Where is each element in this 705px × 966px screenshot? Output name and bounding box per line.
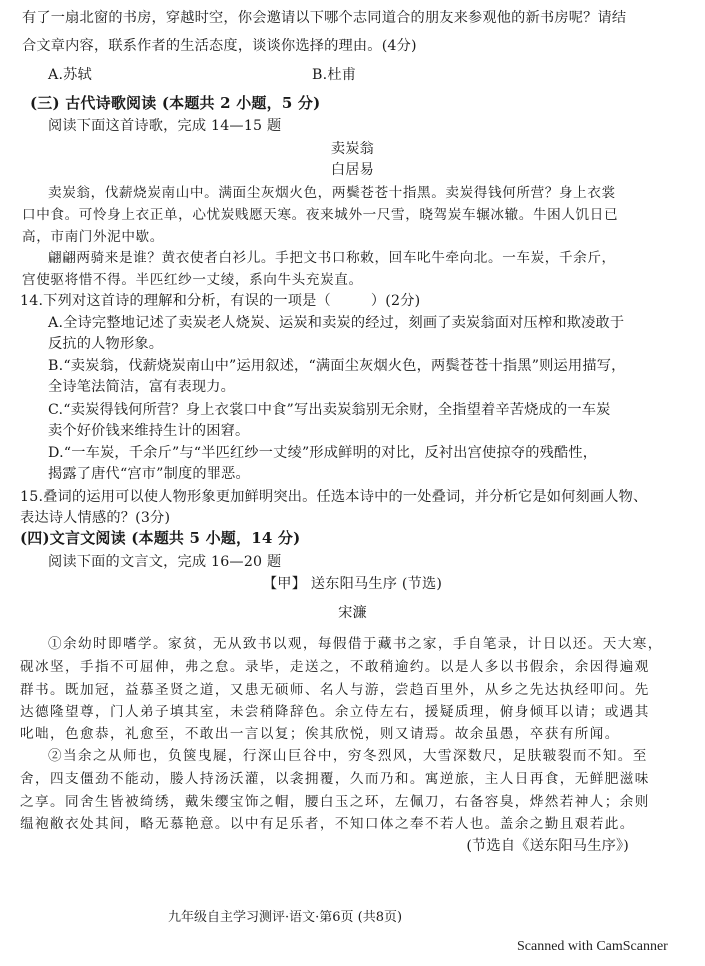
passage-line: 缊袍敝衣处其间，略无慕艳意。以中有足乐者，不知口体之奉不若人也。盖余之勤且艰若此。	[20, 816, 635, 832]
passage-line: 群书。既加冠，益慕圣贤之道，又患无硕师、名人与游，尝趋百里外，从乡之先达执经叩问。先	[20, 682, 650, 698]
passage-line: 砚冰坚，手指不可屈伸，弗之怠。录毕，走送之，不敢稍逾约。以是人多以书假余，余因得遍观	[20, 659, 650, 675]
q13-option-b: B.杜甫	[312, 67, 357, 83]
q13-line-1: 有了一扇北窗的书房，穿越时空，你会邀请以下哪个志同道合的朋友来参观他的新书房呢？请结	[22, 10, 627, 26]
q14-option-line: C.“卖炭得钱何所营？身上衣裳口中食”写出卖炭翁别无余财，全指望着辛苦烧成的一车炭	[48, 402, 611, 418]
q13-line-2: 合文章内容，联系作者的生活态度，谈谈你选择的理由。(4分)	[22, 38, 417, 54]
q14-option-line: A.全诗完整地记述了卖炭老人烧炭、运炭和卖炭的经过，刻画了卖炭翁面对压榨和欺凌敢于	[48, 315, 625, 331]
poem-line: 翩翩两骑来是谁？黄衣使者白衫儿。手把文书口称敕，回车叱牛牵向北。一车炭，千余斤，	[48, 250, 616, 266]
section3-title: (三) 古代诗歌阅读 (本题共 2 小题，5 分)	[30, 94, 321, 112]
poem-line: 卖炭翁，伐薪烧炭南山中。满面尘灰烟火色，两鬓苍苍十指黑。卖炭得钱何所营？身上衣裳	[48, 185, 616, 201]
passage-line: 叱咄，色愈恭，礼愈至，不敢出一言以复；俟其欣悦，则又请焉。故余虽愚，卒获有所闻。	[20, 726, 620, 742]
section4-title: (四)文言文阅读 (本题共 5 小题，14 分)	[20, 529, 301, 547]
poem-title: 卖炭翁	[330, 141, 375, 157]
q14-option-line: 全诗笔法简洁，富有表现力。	[48, 379, 236, 395]
poem-line: 口中食。可怜身上衣正单，心忧炭贱愿天寒。夜来城外一尺雪，晓驾炭车辗冰辙。牛困人饥日已	[22, 207, 619, 223]
section4-instruction: 阅读下面的文言文，完成 16—20 题	[48, 554, 282, 570]
poem-line: 高，市南门外泥中歇。	[22, 229, 164, 245]
passage-line: ②当余之从师也，负箧曳屣，行深山巨谷中，穷冬烈风，大雪深数尺，足肤皲裂而不知。至	[48, 748, 648, 764]
section3-instruction: 阅读下面这首诗歌，完成 14—15 题	[48, 118, 282, 134]
q14-option-line: 揭露了唐代“宫市”制度的罪恶。	[48, 466, 250, 482]
passage-author: 宋濂	[338, 605, 367, 621]
passage-line: ①余幼时即嗜学。家贫，无从致书以观，每假借于藏书之家，手自笔录，计日以还。天大寒，	[48, 636, 663, 652]
poem-line: 宫使驱将惜不得。半匹红纱一丈绫，系向牛头充炭直。	[22, 272, 363, 288]
q15-line-2: 表达诗人情感的？(3分)	[20, 510, 171, 526]
q13-option-a: A.苏轼	[48, 67, 92, 83]
q15-line-1: 15.叠词的运用可以使人物形象更加鲜明突出。任选本诗中的一处叠词，并分析它是如何刻画人物、	[20, 489, 648, 505]
q14-stem-before: 14.下列对这首诗的理解和分析，有误的一项是（	[20, 293, 331, 309]
passage-title: 【甲】 送东阳马生序 (节选)	[262, 576, 443, 592]
q14-option-line: 卖个好价钱来维持生计的困窘。	[48, 423, 250, 439]
passage-line: 达德隆望尊，门人弟子填其室，未尝稍降辞色。余立侍左右，援疑质理，俯身倾耳以请；或遇其	[20, 704, 650, 720]
q14-option-line: D.“一车炭，千余斤”与“半匹红纱一丈绫”形成鲜明的对比，反衬出宫使掠夺的残酷性，	[48, 445, 598, 461]
q14-option-line: 反抗的人物形象。	[48, 336, 164, 352]
camscanner-watermark: Scanned with CamScanner	[517, 939, 668, 954]
passage-line: 舍，四支僵劲不能动，媵人持汤沃灌，以衾拥覆，久而乃和。寓逆旅，主人日再食，无鲜肥滋味	[20, 771, 650, 787]
q14-stem-after: ）(2分)	[370, 293, 421, 309]
page-footer: 九年级自主学习测评·语文·第6页 (共8页)	[168, 910, 403, 925]
q14-stem	[20, 291, 420, 311]
passage-source: (节选自《送东阳马生序》)	[466, 838, 629, 854]
passage-line: 之享。同舍生皆被绮绣，戴朱缨宝饰之帽，腰白玉之环，左佩刀，右备容臭，烨然若神人；余则	[20, 794, 650, 810]
q14-option-line: B.“卖炭翁，伐薪烧炭南山中”运用叙述，“满面尘灰烟火色，两鬓苍苍十指黑”则运用描写，	[48, 358, 626, 374]
poem-author: 白居易	[330, 162, 375, 178]
